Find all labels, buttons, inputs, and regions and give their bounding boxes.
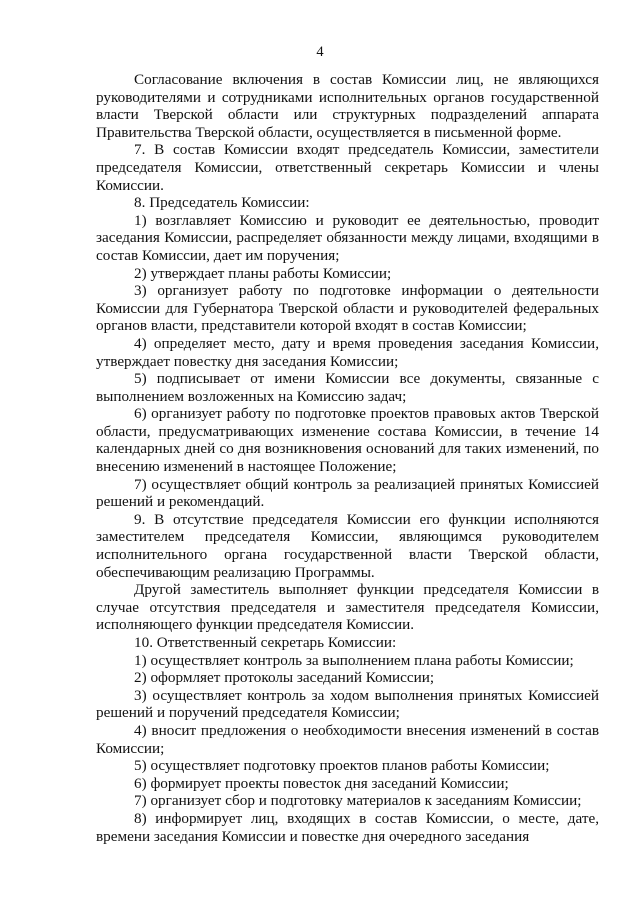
paragraph-8-item-6: 6) организует работу по подготовке проектов правовых актов Тверской области, предусматривающих изменение состава Комиссии, в течение 14 календарных дней со дня возникновения оснований для таких изменений, по внесению изменений в настоящее Положение; [96, 405, 599, 476]
paragraph-10-item-5: 5) осуществляет подготовку проектов планов работы Комиссии; [134, 757, 550, 775]
paragraph-10-secretary: 10. Ответственный секретарь Комиссии: [134, 634, 397, 651]
paragraph-8-item-5: 5) подписывает от имени Комиссии все документы, связанные с выполнением возложенных на Комиссию задач; [96, 370, 599, 405]
paragraph-8-item-1: 1) возглавляет Комиссию и руководит ее деятельностью, проводит заседания Комиссии, распределяет обязанности между лицами, входящими в состав Комиссии, дает им поручения; [96, 211, 599, 264]
paragraph-10-item-3: 3) осуществляет контроль за ходом выполнения принятых Комиссией решений и поручений председателя Комиссии; [96, 686, 599, 722]
paragraph-7-composition: 7. В состав Комиссии входят председатель Комиссии, заместители председателя Комиссии, ответственный секретарь Комиссии и члены Комиссии. [96, 141, 599, 194]
paragraph-10-item-4: 4) вносит предложения о необходимости внесения изменений в состав Комиссии; [96, 721, 599, 757]
page-number: 4 [316, 44, 324, 60]
paragraph-8-item-3: 3) организует работу по подготовке информации о деятельности Комиссии для Губернатора Тверской области и руководителей федеральных органов власти, представители которой входят в состав Комиссии; [96, 282, 599, 335]
paragraph-10-item-8: 8) информирует лиц, входящих в состав Комиссии, о месте, дате, времени заседания Комиссии и повестке дня очередного заседания [96, 809, 599, 845]
paragraph-10-item-2: 2) оформляет протоколы заседаний Комиссии; [134, 669, 435, 687]
paragraph-consent: Согласование включения в состав Комиссии лиц, не являющихся руководителями и сотрудниками исполнительных органов государственной власти Тверской области или структурных подразделений аппарата Правительства Тверской области, осуществляется в письменной форме. [96, 71, 599, 141]
paragraph-10-item-7: 7) организует сбор и подготовку материалов к заседаниям Комиссии; [134, 792, 582, 810]
paragraph-9-absence: 9. В отсутствие председателя Комиссии его функции исполняются заместителем председателя Комиссии, являющимся руководителем исполнительного органа государственной власти Тверской области, обеспечивающим реализацию Программы. [96, 510, 599, 581]
paragraph-10-item-6: 6) формирует проекты повесток дня заседаний Комиссии; [134, 774, 509, 792]
paragraph-8-item-2: 2) утверждает планы работы Комиссии; [134, 264, 392, 282]
paragraph-8-item-4: 4) определяет место, дату и время проведения заседания Комиссии, утверждает повестку дня заседания Комиссии; [96, 334, 599, 370]
paragraph-9-other-deputy: Другой заместитель выполняет функции председателя Комиссии в случае отсутствия председателя и заместителя председателя Комиссии, исполняющего функции председателя Комиссии. [96, 581, 599, 634]
paragraph-8-item-7: 7) осуществляет общий контроль за реализацией принятых Комиссией решений и рекомендаций. [96, 475, 599, 511]
paragraph-8-chairman: 8. Председатель Комиссии: [134, 194, 310, 212]
paragraph-10-item-1: 1) осуществляет контроль за выполнением плана работы Комиссии; [134, 651, 574, 669]
document-body [96, 71, 599, 845]
